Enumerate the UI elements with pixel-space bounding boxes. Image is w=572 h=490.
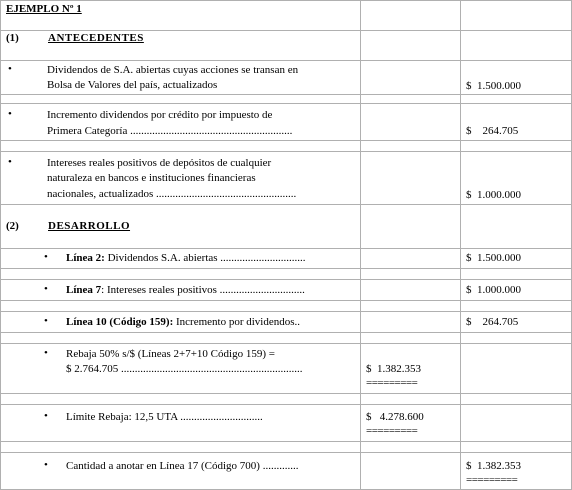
cantidad-text: Cantidad a anotar en Línea 17 (Código 700) ............. bbox=[66, 460, 299, 472]
rebaja-double-underline: ========= bbox=[366, 377, 418, 389]
dev-line2 bbox=[66, 251, 306, 265]
item2-amount: $ 264.705 bbox=[466, 125, 519, 137]
bullet-icon: • bbox=[8, 63, 12, 75]
dev-line7-text: : Intereses reales positivos ............................... bbox=[101, 284, 305, 296]
bullet-icon: • bbox=[44, 283, 48, 295]
dev-line2-bold: Línea 2: bbox=[66, 252, 105, 264]
dev-line7-amount: $ 1.000.000 bbox=[466, 284, 521, 296]
section2-heading: DESARROLLO bbox=[48, 220, 131, 232]
limite-text: Límite Rebaja: 12,5 UTA .............................. bbox=[66, 411, 263, 423]
item3-line2: naturaleza en bancos e instituciones financieras bbox=[47, 172, 256, 184]
dev-line2-amount: $ 1.500.000 bbox=[466, 252, 521, 264]
section1-number: (1) bbox=[6, 32, 19, 44]
bullet-icon: • bbox=[8, 156, 12, 168]
dev-line7 bbox=[66, 283, 305, 297]
dev-line10-amount: $ 264.705 bbox=[466, 316, 519, 328]
item3-amount: $ 1.000.000 bbox=[466, 189, 521, 201]
item2-line2: Primera Categoría ........................................................... bbox=[47, 125, 293, 137]
item3-line1: Intereses reales positivos de depósitos de cualquier bbox=[47, 157, 272, 169]
bullet-icon: • bbox=[44, 347, 48, 359]
cantidad-amount: $ 1.382.353 bbox=[466, 460, 521, 472]
dev-line10-bold: Línea 10 (Código 159): bbox=[66, 316, 174, 328]
rebaja-line2: $ 2.764.705 .................................................................. bbox=[66, 363, 303, 375]
item1-line1: Dividendos de S.A. abiertas cuyas acciones se transan en bbox=[47, 64, 299, 76]
section1-heading: ANTECEDENTES bbox=[48, 32, 144, 44]
item1-line2: Bolsa de Valores del país, actualizados bbox=[47, 79, 218, 91]
dev-line10 bbox=[66, 315, 300, 329]
section2-number: (2) bbox=[6, 220, 19, 232]
dev-line10-text: Incremento por dividendos.. bbox=[173, 316, 301, 328]
bullet-icon: • bbox=[44, 410, 48, 422]
rebaja-amount: $ 1.382.353 bbox=[366, 363, 421, 375]
bullet-icon: • bbox=[44, 315, 48, 327]
cantidad-double-underline: ========= bbox=[466, 474, 518, 486]
dev-line2-text: Dividendos S.A. abiertas ............................... bbox=[104, 252, 306, 264]
limite-amount: $ 4.278.600 bbox=[366, 411, 424, 423]
item2-line1: Incremento dividendos por crédito por impuesto de bbox=[47, 109, 273, 121]
document-title: EJEMPLO Nº 1 bbox=[6, 3, 82, 15]
dev-line7-bold: Línea 7 bbox=[66, 284, 102, 296]
bullet-icon: • bbox=[8, 108, 12, 120]
item3-line3: nacionales, actualizados ................................................... bbox=[47, 188, 297, 200]
bullet-icon: • bbox=[44, 459, 48, 471]
rebaja-line1: Rebaja 50% s/$ (Líneas 2+7+10 Código 159) = bbox=[66, 348, 275, 360]
item1-amount: $ 1.500.000 bbox=[466, 80, 521, 92]
bullet-icon: • bbox=[44, 251, 48, 263]
limite-double-underline: ========= bbox=[366, 425, 418, 437]
